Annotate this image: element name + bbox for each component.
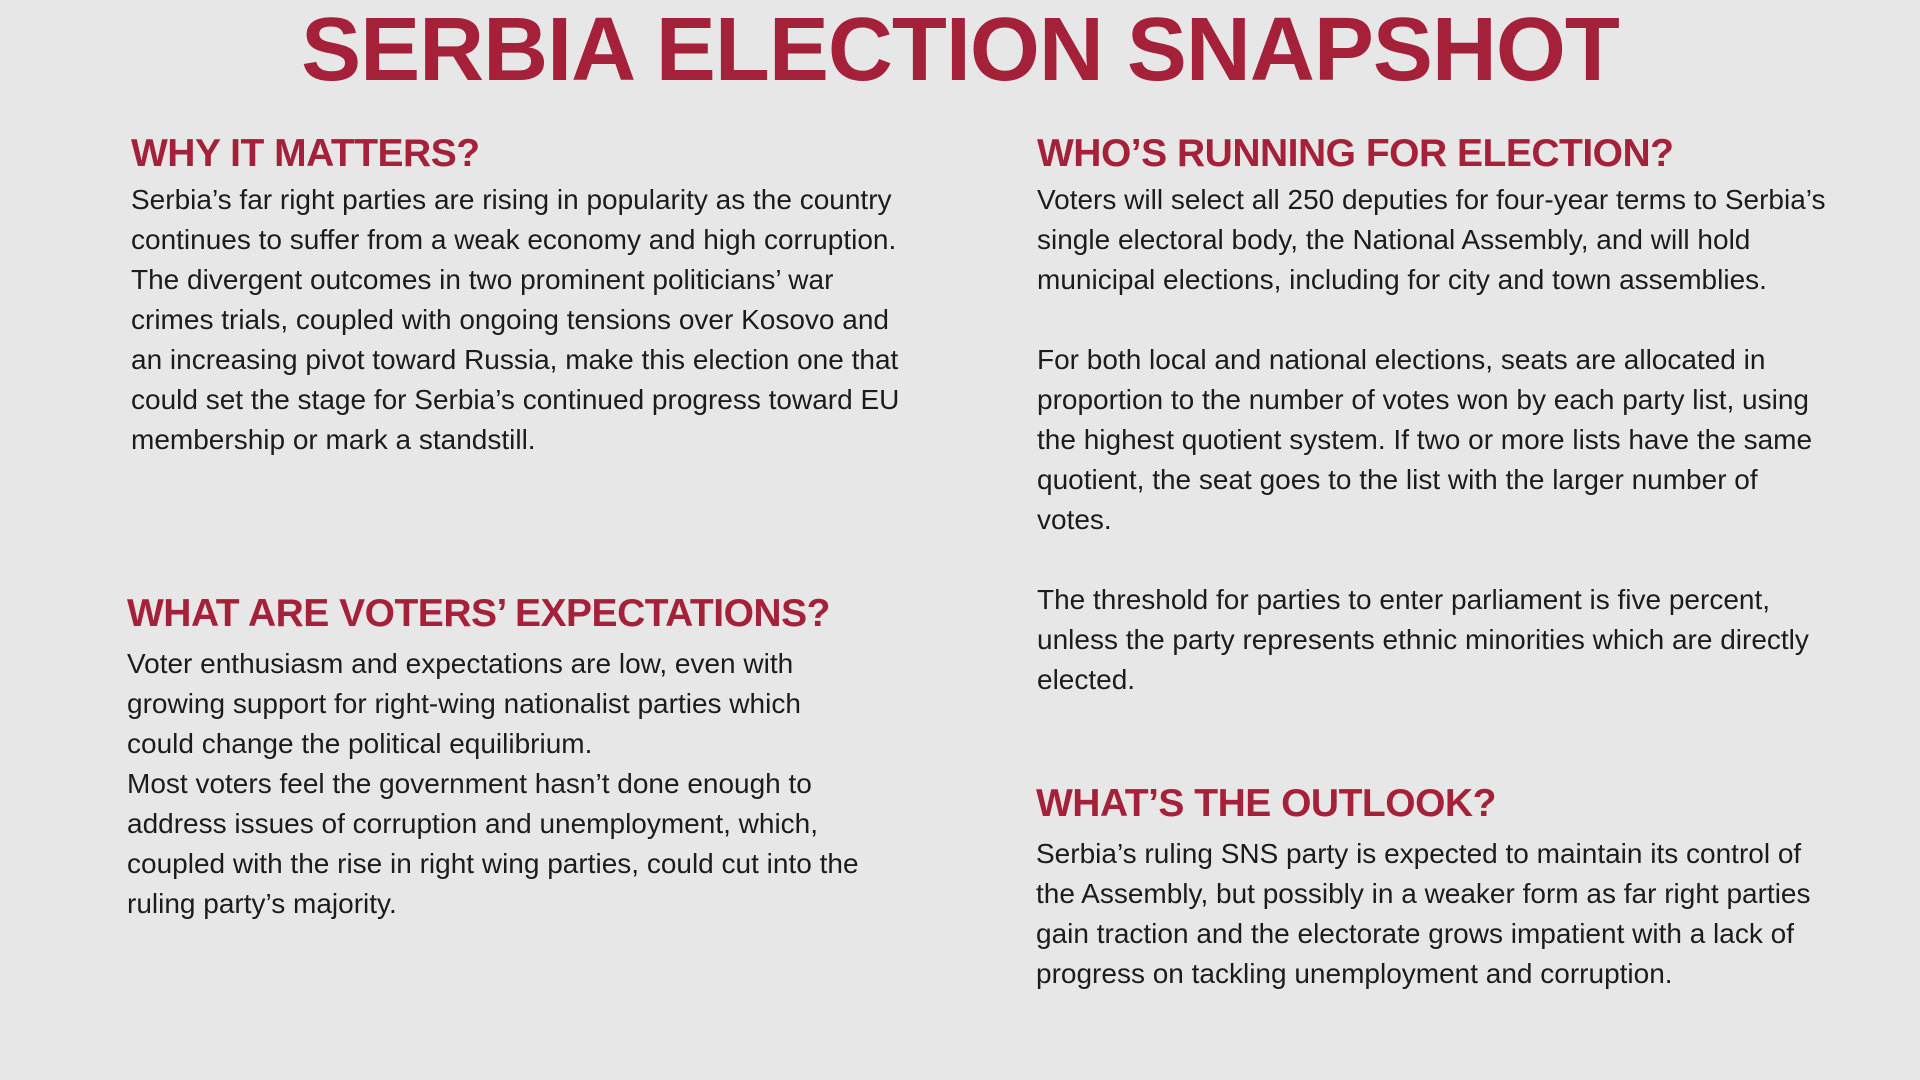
whos-running-heading: WHO’S RUNNING FOR ELECTION? [1037, 132, 1674, 175]
whos-running-text-1: Voters will select all 250 deputies for four-year terms to Serbia’s single electoral body, the National Assembly, and will hold municipal elections, including for city and town assemblies. [1037, 184, 1826, 295]
voters-expectations-section [127, 590, 867, 924]
whos-running-section [1037, 130, 1827, 700]
voters-expectations-text-1: Voter enthusiasm and expectations are low, even with growing support for right-wing nationalist parties which could change the political equilibrium. [127, 648, 801, 759]
why-it-matters-text: Serbia’s far right parties are rising in popularity as the country continues to suffer from a weak economy and high corruption. The divergent outcomes in two prominent politicians’ war crimes trials, coupled with ongoing tensions over Kosovo and an increasing pivot toward Russia, make this election one that could set the stage for Serbia’s continued progress toward EU membership or mark a standstill. [131, 184, 900, 455]
voters-expectations-heading: WHAT ARE VOTERS’ EXPECTATIONS? [127, 592, 830, 635]
outlook-heading: WHAT’S THE OUTLOOK? [1036, 782, 1496, 825]
outlook-text: Serbia’s ruling SNS party is expected to maintain its control of the Assembly, but possibly in a weaker form as far right parties gain traction and the electorate grows impatient with a lack of progress on tackling unemployment and corruption. [1036, 838, 1811, 989]
whos-running-text-2: For both local and national elections, seats are allocated in proportion to the number of votes won by each party list, using the highest quotient system. If two or more lists have the same quotient, the seat goes to the list with the larger number of votes. [1037, 344, 1813, 535]
whos-running-text-3: The threshold for parties to enter parliament is five percent, unless the party represents ethnic minorities which are directly elected. [1037, 584, 1809, 695]
outlook-section [1036, 780, 1826, 994]
page-title: SERBIA ELECTION SNAPSHOT [301, 0, 1619, 100]
why-it-matters-section [131, 130, 901, 460]
voters-expectations-text-2: Most voters feel the government hasn’t done enough to address issues of corruption and unemployment, which, coupled with the rise in right wing parties, could cut into the ruling party’s majority. [127, 768, 859, 919]
why-it-matters-heading: WHY IT MATTERS? [131, 132, 480, 175]
